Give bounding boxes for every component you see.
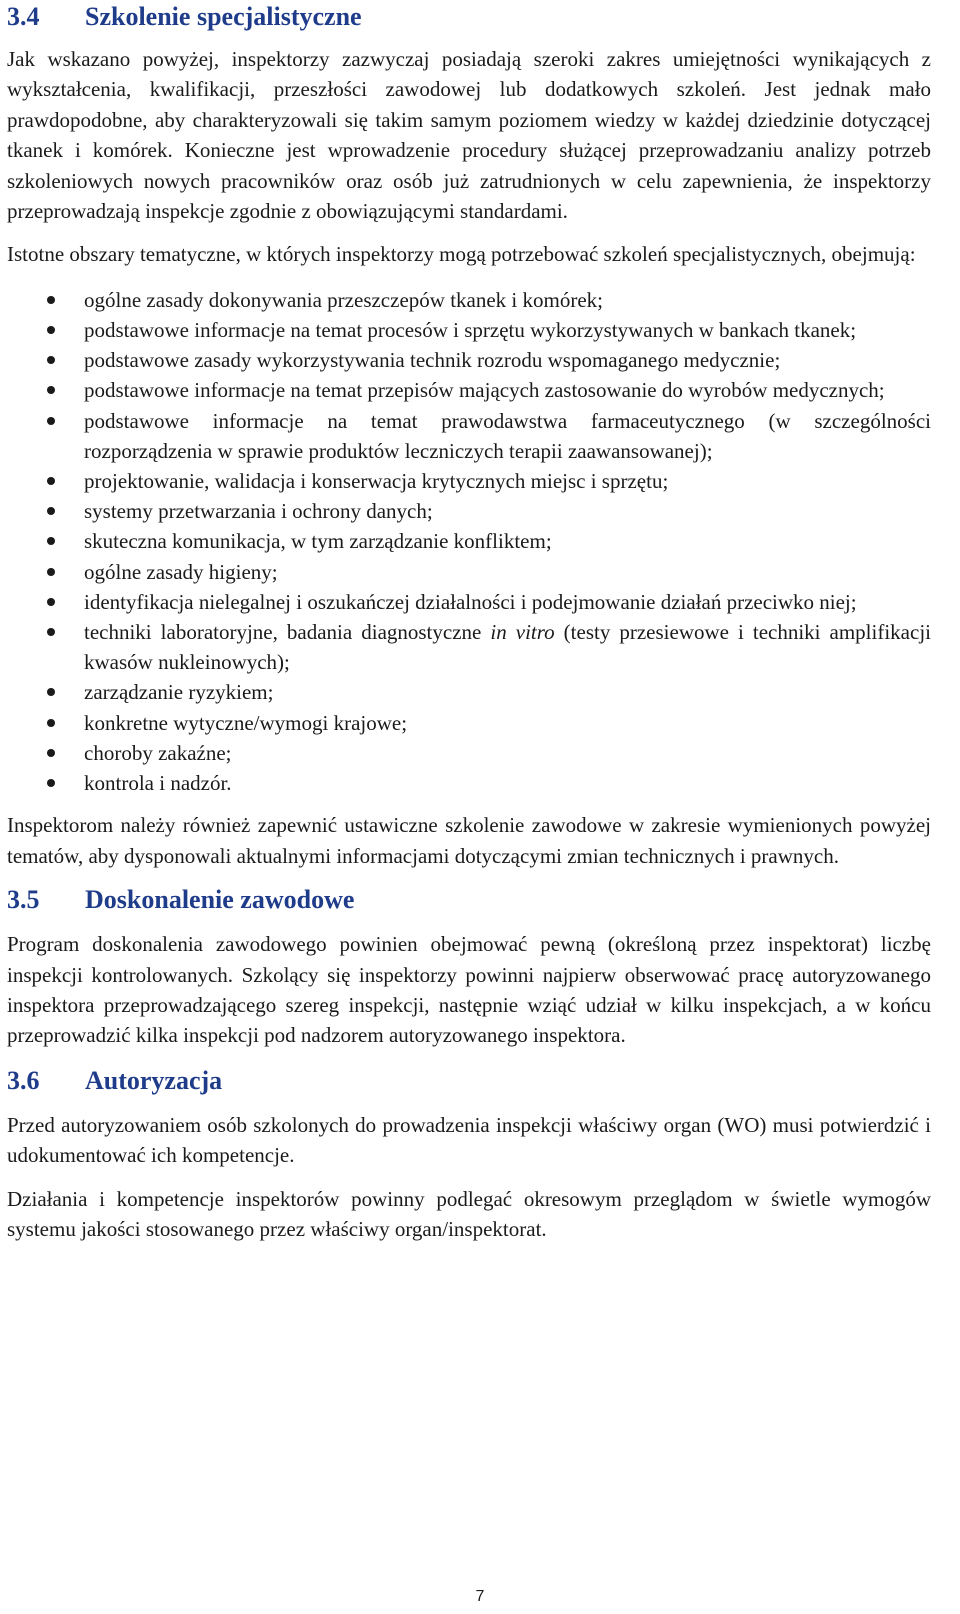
list-item: identyfikacja nielegalnej i oszukańczej działalności i podejmowanie działań przeciwko niej; bbox=[7, 587, 931, 617]
bullet-icon bbox=[47, 417, 55, 425]
paragraph: Przed autoryzowaniem osób szkolonych do prowadzenia inspekcji właściwy organ (WO) musi potwierdzić i udokumentować ich kompetencje. bbox=[7, 1112, 931, 1168]
bullet-icon bbox=[47, 568, 55, 576]
paragraph: Jak wskazano powyżej, inspektorzy zazwyczaj posiadają szeroki zakres umiejętności wynikających z wykształcenia, kwalifikacji, przeszłości zawodowej lub dodatkowych szkoleń. Jest jednak mało prawdopodobne, aby charakteryzowali się takim samym poziomem wiedzy w każdej dziedzinie dotyczącej tkanek i komórek. Konieczne jest wprowadzenie procedury służącej przeprowadzaniu analizy potrzeb szkoleniowych nowych pracowników oraz osób już zatrudnionych w celu zapewnienia, że inspektorzy przeprowadzają inspekcje zgodnie z obowiązującymi standardami. bbox=[7, 47, 931, 224]
list-item: podstawowe informacje na temat przepisów mających zastosowanie do wyrobów medycznych; bbox=[7, 375, 931, 405]
list-item: kontrola i nadzór. bbox=[7, 768, 931, 798]
list-item: podstawowe informacje na temat procesów i sprzętu wykorzystywanych w bankach tkanek; bbox=[7, 315, 931, 345]
list-item: projektowanie, walidacja i konserwacja krytycznych miejsc i sprzętu; bbox=[7, 466, 931, 496]
bullet-icon bbox=[47, 386, 55, 394]
page-number: 7 bbox=[475, 1588, 485, 1605]
bullet-icon bbox=[47, 719, 55, 727]
list-item: podstawowe informacje na temat prawodawstwa farmaceutycznego (w szczególności rozporządzenia w sprawie produktów leczniczych terapii zaawansowanej); bbox=[7, 406, 931, 466]
section-number: 3.5 bbox=[7, 885, 40, 915]
list-item: choroby zakaźne; bbox=[7, 738, 931, 768]
paragraph: Inspektorom należy również zapewnić ustawiczne szkolenie zawodowe w zakresie wymienionych powyżej tematów, aby dysponowali aktualnymi informacjami dotyczącymi zmian technicznych i prawnych. bbox=[7, 813, 931, 868]
document-page bbox=[7, 0, 931, 1244]
bullet-icon bbox=[47, 296, 55, 304]
bullet-icon bbox=[47, 507, 55, 515]
bullet-icon bbox=[47, 688, 55, 696]
list-item: systemy przetwarzania i ochrony danych; bbox=[7, 496, 931, 526]
paragraph: Program doskonalenia zawodowego powinien obejmować pewną (określoną przez inspektorat) liczbę inspekcji kontrolowanych. Szkolący się inspektorzy powinni najpierw obserwować pracę autoryzowanego inspektora przeprowadzającego szereg inspekcji, następnie wziąć udział w kilku inspekcjach, a w końcu przeprowadzić kilka inspekcji pod nadzorem autoryzowanego inspektora. bbox=[7, 932, 931, 1048]
list-item: ogólne zasady higieny; bbox=[7, 557, 931, 587]
bullet-icon bbox=[47, 628, 55, 636]
section-heading-3-5 bbox=[7, 883, 931, 917]
list-item: konkretne wytyczne/wymogi krajowe; bbox=[7, 708, 931, 738]
list-item: ogólne zasady dokonywania przeszczepów tkanek i komórek; bbox=[7, 285, 931, 315]
bullet-icon bbox=[47, 326, 55, 334]
paragraph: Istotne obszary tematyczne, w których inspektorzy mogą potrzebować szkoleń specjalistycznych, obejmują: bbox=[7, 242, 916, 267]
section-number: 3.6 bbox=[7, 1065, 40, 1095]
bullet-icon bbox=[47, 598, 55, 606]
topic-list bbox=[7, 285, 931, 798]
list-item: skuteczna komunikacja, w tym zarządzanie konfliktem; bbox=[7, 526, 931, 556]
section-heading-3-4 bbox=[7, 0, 931, 34]
bullet-icon bbox=[47, 477, 55, 485]
section-heading-3-6 bbox=[7, 1064, 931, 1098]
section-title: Szkolenie specjalistyczne bbox=[85, 2, 362, 31]
italic-term: in vitro bbox=[490, 620, 555, 645]
section-number: 3.4 bbox=[7, 2, 40, 31]
bullet-icon bbox=[47, 356, 55, 364]
section-title: Autoryzacja bbox=[85, 1065, 223, 1095]
paragraph: Działania i kompetencje inspektorów powinny podlegać okresowym przeglądom w świetle wymogów systemu jakości stosowanego przez właściwy organ/inspektorat. bbox=[7, 1186, 931, 1241]
bullet-icon bbox=[47, 749, 55, 757]
bullet-icon bbox=[47, 779, 55, 787]
list-item: zarządzanie ryzykiem; bbox=[7, 677, 931, 707]
list-item: podstawowe zasady wykorzystywania technik rozrodu wspomaganego medycznie; bbox=[7, 345, 931, 375]
list-item: techniki laboratoryjne, badania diagnostyczne in vitro (testy przesiewowe i techniki amplifikacji kwasów nukleinowych); bbox=[7, 617, 931, 677]
bullet-icon bbox=[47, 537, 55, 545]
section-title: Doskonalenie zawodowe bbox=[85, 885, 355, 915]
